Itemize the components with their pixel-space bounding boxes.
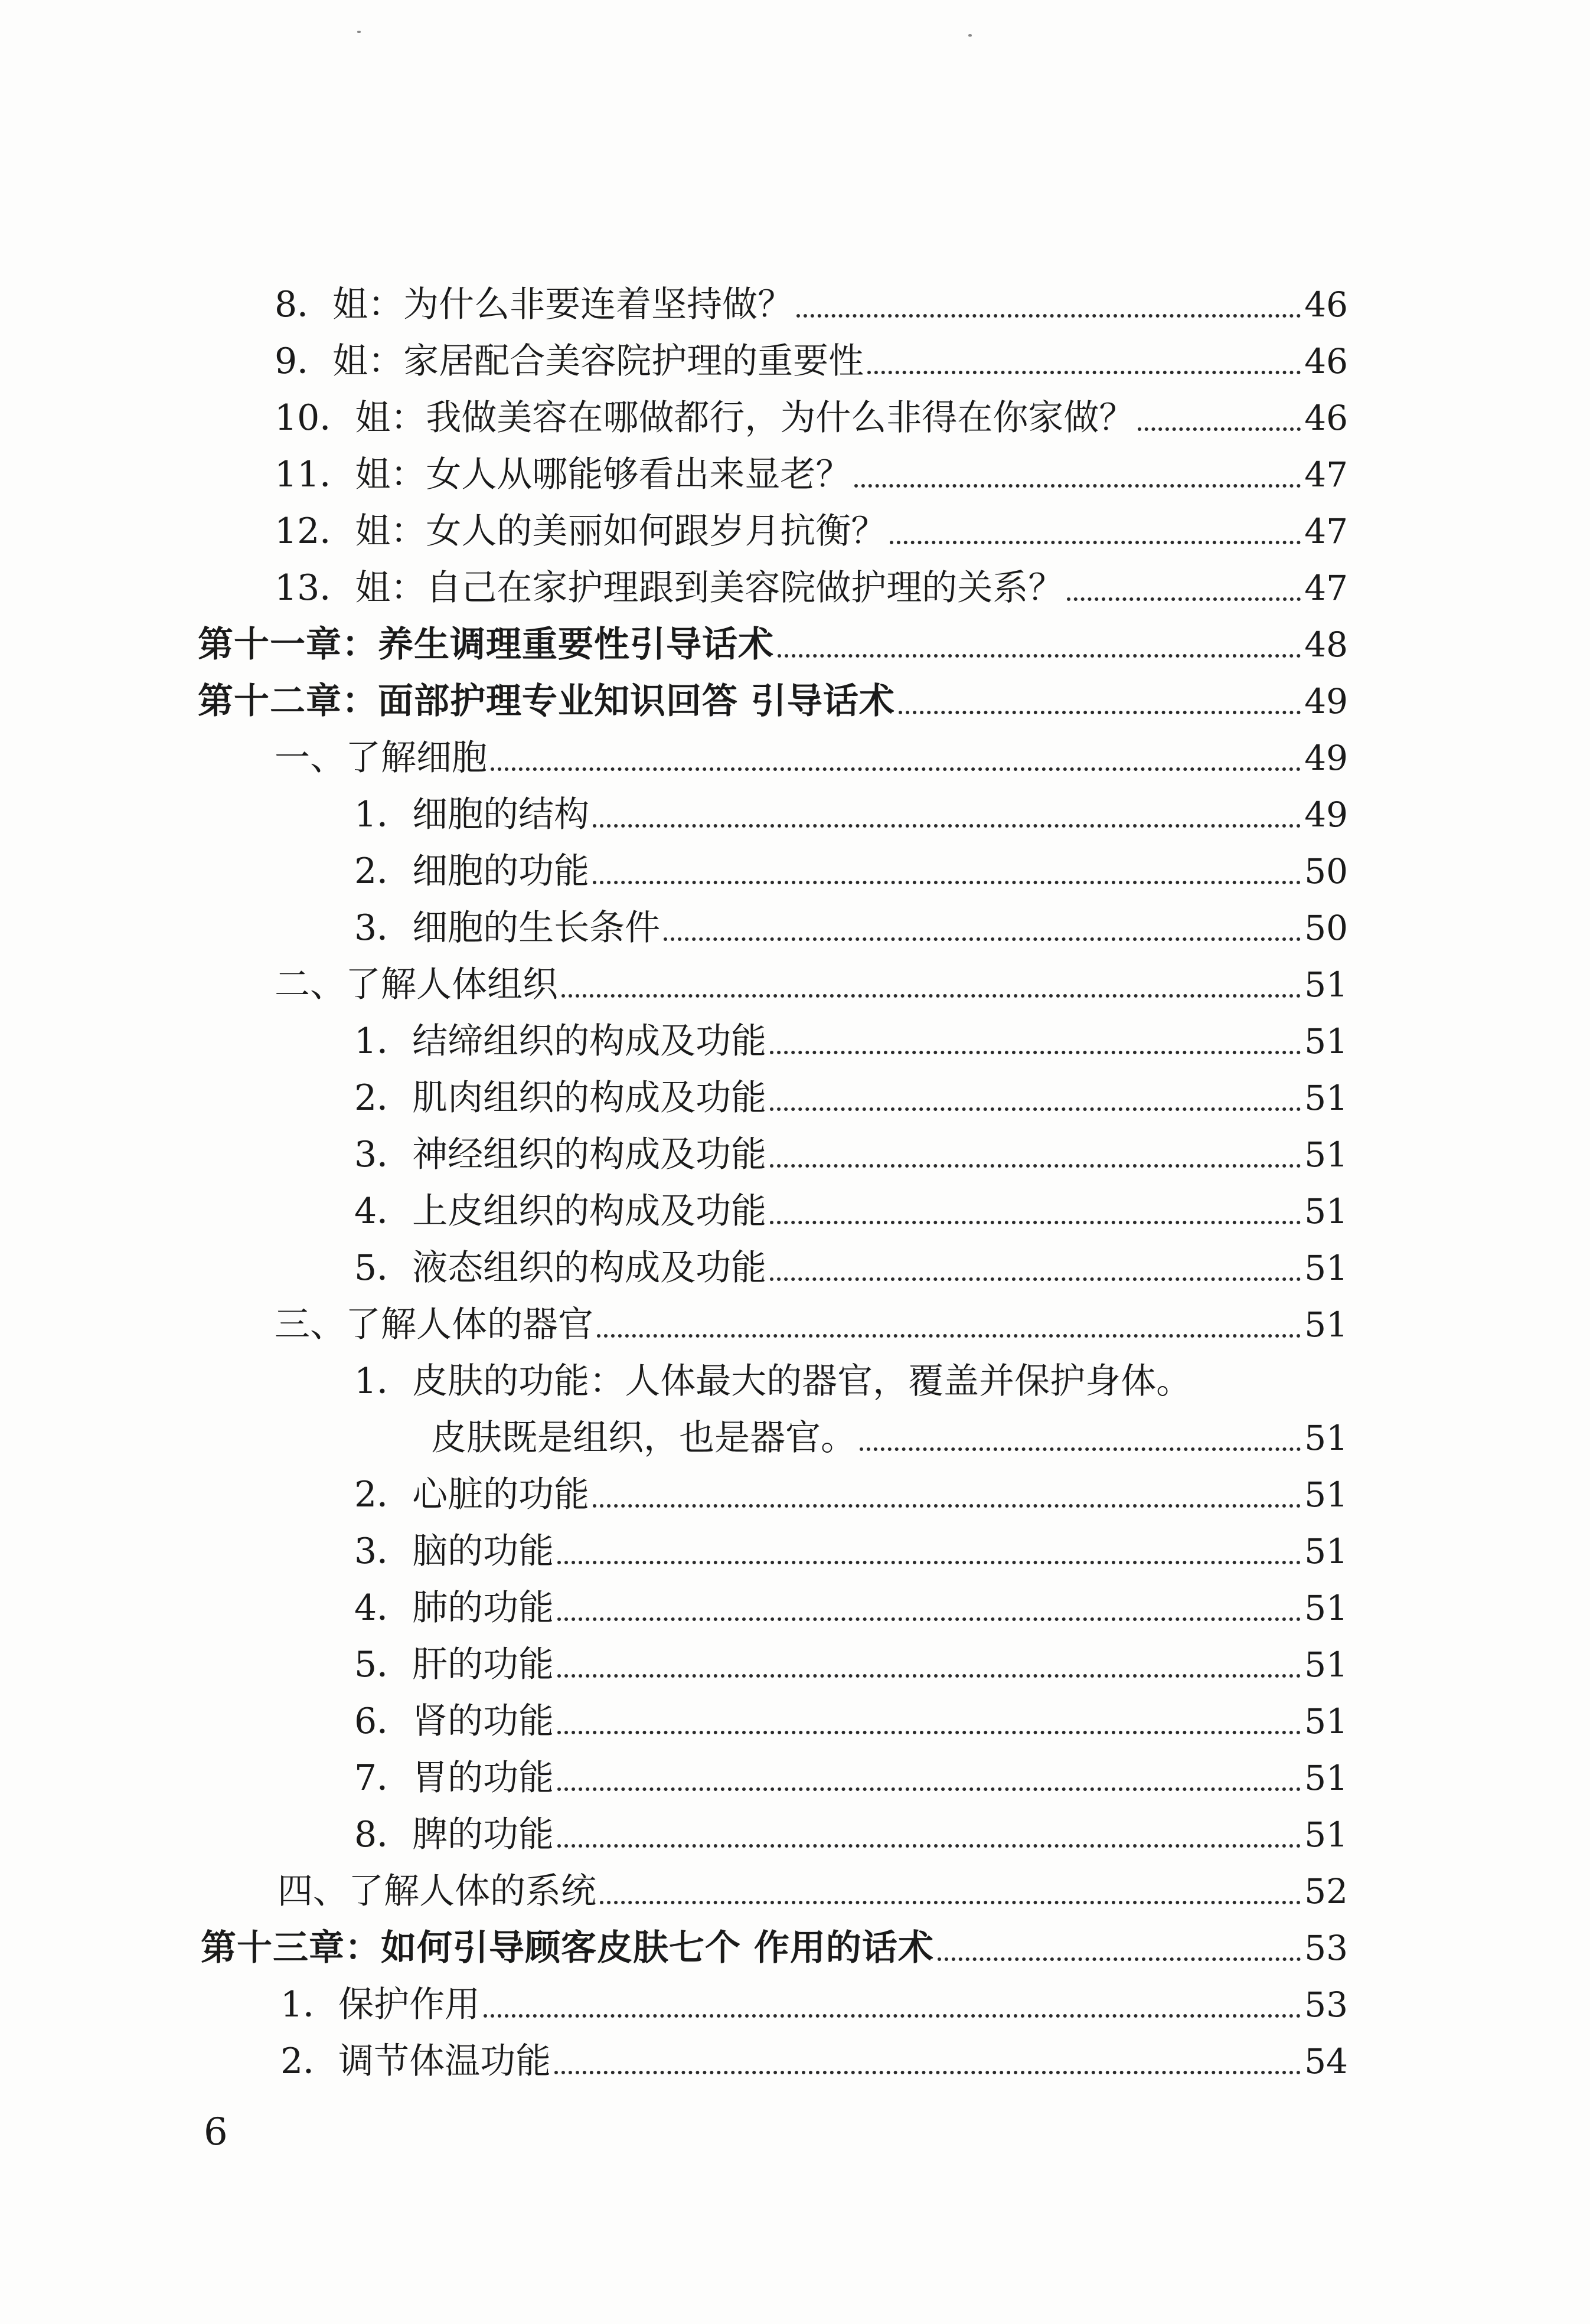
toc-chapter-title: 第十三章：如何引导顾客皮肤七个 作用的话术 — [201, 1927, 934, 1969]
toc-entry-page: 51 — [1304, 1645, 1348, 1685]
toc-entry[interactable] — [280, 1976, 1348, 2033]
toc-entry-page: 51 — [1304, 1191, 1348, 1231]
toc-entry[interactable] — [275, 560, 1348, 616]
dot-leader — [899, 673, 1301, 730]
toc-entry-page: 47 — [1304, 568, 1348, 608]
dot-leader — [484, 1976, 1301, 2033]
toc-entry-title: 1．细胞的结构 — [354, 794, 590, 835]
toc-entry[interactable] — [354, 786, 1348, 843]
toc-entry-page: 51 — [1304, 1475, 1348, 1515]
toc-entry-title: 9．姐：家居配合美容院护理的重要性 — [275, 341, 864, 382]
toc-entry-page: 51 — [1304, 1701, 1348, 1741]
toc-entry[interactable] — [354, 843, 1348, 900]
toc-entry-page: 49 — [1304, 681, 1348, 721]
scan-speck — [357, 31, 361, 33]
dot-leader — [664, 900, 1301, 956]
toc-entry[interactable] — [354, 1693, 1348, 1750]
toc-chapter-entry[interactable] — [198, 616, 1348, 673]
toc-chapter-title: 第十一章：养生调理重要性引导话术 — [198, 624, 774, 665]
dot-leader — [557, 1580, 1301, 1636]
toc-entry-title: 二、了解人体组织 — [275, 964, 558, 1005]
toc-entry-title: 7．胃的功能 — [354, 1757, 554, 1799]
dot-leader — [778, 616, 1301, 673]
toc-entry-title: 13．姐：自己在家护理跟到美容院做护理的关系？ — [275, 567, 1064, 609]
dot-leader — [938, 1920, 1301, 1976]
toc-entry[interactable] — [354, 1580, 1348, 1636]
toc-entry-page: 51 — [1304, 1418, 1348, 1458]
dot-leader — [557, 1636, 1301, 1693]
toc-entry-title: 12．姐：女人的美丽如何跟岁月抗衡？ — [275, 511, 887, 552]
toc-entry-page: 51 — [1304, 1588, 1348, 1628]
dot-leader — [593, 843, 1301, 900]
toc-entry-title: 5．肝的功能 — [354, 1644, 554, 1685]
toc-entry-page: 47 — [1304, 511, 1348, 551]
dot-leader — [561, 956, 1301, 1013]
dot-leader — [1138, 390, 1301, 446]
toc-entry-page: 51 — [1304, 1248, 1348, 1288]
toc-entry-title: 1．结缔组织的构成及功能 — [354, 1021, 767, 1062]
toc-entry-title: 3．脑的功能 — [354, 1531, 554, 1572]
toc-entry-title: 10．姐：我做美容在哪做都行，为什么非得在你家做？ — [275, 397, 1135, 439]
toc-entry[interactable] — [354, 1523, 1348, 1580]
toc-entry-page: 51 — [1304, 1531, 1348, 1571]
toc-entry-page: 46 — [1304, 398, 1348, 438]
toc-entry-title: 2．调节体温功能 — [280, 2041, 551, 2082]
toc-entry-page: 51 — [1304, 1078, 1348, 1118]
toc-entry[interactable] — [354, 1070, 1348, 1126]
toc-chapter-entry[interactable] — [198, 673, 1348, 730]
toc-entry-page: 51 — [1304, 965, 1348, 1005]
toc-entry-title: 1．保护作用 — [280, 1984, 481, 2025]
dot-leader — [770, 1240, 1301, 1296]
toc-entry-page: 50 — [1304, 851, 1348, 891]
toc-entry[interactable] — [354, 1750, 1348, 1806]
toc-entry-continuation[interactable] — [431, 1410, 1348, 1466]
toc-chapter-title: 第十二章：面部护理专业知识回答 引导话术 — [198, 681, 895, 722]
toc-entry-page: 52 — [1304, 1871, 1348, 1911]
toc-entry[interactable] — [354, 1466, 1348, 1523]
dot-leader — [557, 1693, 1301, 1750]
dot-leader — [557, 1523, 1301, 1580]
toc-entry-title: 皮肤既是组织，也是器官。 — [431, 1417, 856, 1459]
toc-entry-title: 2．细胞的功能 — [354, 851, 590, 892]
page-number: 6 — [204, 2110, 228, 2154]
dot-leader — [593, 786, 1301, 843]
dot-leader — [554, 2033, 1301, 2090]
toc-chapter-entry[interactable] — [201, 1920, 1348, 1976]
dot-leader — [593, 1466, 1301, 1523]
toc-entry-page: 53 — [1304, 1928, 1348, 1968]
toc-entry-title: 6．肾的功能 — [354, 1701, 554, 1742]
dot-leader — [600, 1863, 1301, 1920]
toc-entry[interactable] — [354, 1806, 1348, 1863]
toc-entry-page: 48 — [1304, 625, 1348, 665]
toc-entry-title: 4．上皮组织的构成及功能 — [354, 1191, 767, 1232]
toc-entry[interactable] — [354, 1013, 1348, 1070]
dot-leader — [867, 333, 1301, 390]
dot-leader — [890, 503, 1301, 560]
toc-entry-title: 1．皮肤的功能：人体最大的器官，覆盖并保护身体。 — [354, 1361, 1192, 1402]
toc-entry-page: 46 — [1304, 285, 1348, 325]
toc-section-entry[interactable] — [277, 1863, 1348, 1920]
toc-section-entry[interactable] — [275, 956, 1348, 1013]
dot-leader — [770, 1070, 1301, 1126]
toc-entry[interactable] — [354, 1126, 1348, 1183]
toc-entry[interactable] — [354, 1240, 1348, 1296]
toc-entry-page: 51 — [1304, 1135, 1348, 1175]
toc-entry-title: 3．神经组织的构成及功能 — [354, 1134, 767, 1175]
toc-entry[interactable] — [275, 446, 1348, 503]
toc-entry-page: 50 — [1304, 908, 1348, 948]
toc-entry-title: 3．细胞的生长条件 — [354, 907, 661, 949]
toc-entry-page: 46 — [1304, 341, 1348, 381]
toc-entry-title: 5．液态组织的构成及功能 — [354, 1247, 767, 1289]
scan-speck — [968, 34, 972, 37]
toc-entry[interactable] — [275, 276, 1348, 333]
toc-entry-title: 三、了解人体的器官 — [275, 1304, 593, 1345]
toc-section-entry[interactable] — [275, 1296, 1348, 1353]
dot-leader — [770, 1183, 1301, 1240]
dot-leader — [854, 446, 1301, 503]
toc-entry-page: 51 — [1304, 1815, 1348, 1855]
toc-entry[interactable] — [275, 503, 1348, 560]
toc-entry[interactable] — [280, 2033, 1348, 2090]
toc-entry-title: 四、了解人体的系统 — [277, 1871, 596, 1912]
toc-entry-page: 54 — [1304, 2041, 1348, 2081]
toc-entry-page: 51 — [1304, 1305, 1348, 1345]
toc-entry-title: 一、了解细胞 — [275, 737, 487, 779]
dot-leader — [770, 1013, 1301, 1070]
toc-entry-title: 4．肺的功能 — [354, 1587, 554, 1629]
toc-entry[interactable] — [354, 900, 1348, 956]
toc-entry-title: 8．姐：为什么非要连着坚持做？ — [275, 284, 794, 325]
dot-leader — [557, 1750, 1301, 1806]
toc-entry[interactable] — [354, 1183, 1348, 1240]
toc-entry-page: 49 — [1304, 795, 1348, 835]
toc-entry[interactable] — [275, 333, 1348, 390]
toc-entry[interactable] — [275, 390, 1348, 446]
toc-entry-first-line[interactable] — [354, 1353, 1348, 1410]
dot-leader — [770, 1126, 1301, 1183]
toc-entry-page: 47 — [1304, 455, 1348, 495]
toc-entry-page: 51 — [1304, 1758, 1348, 1798]
toc-entry-title: 2．肌肉组织的构成及功能 — [354, 1077, 767, 1119]
dot-leader — [597, 1296, 1301, 1353]
toc-entry[interactable] — [354, 1636, 1348, 1693]
toc-entry-page: 51 — [1304, 1021, 1348, 1061]
dot-leader — [1067, 560, 1301, 616]
toc-entry-title: 11．姐：女人从哪能够看出来显老？ — [275, 454, 851, 495]
toc-entry-title: 2．心脏的功能 — [354, 1474, 590, 1515]
dot-leader — [796, 276, 1301, 333]
toc-entry-page: 49 — [1304, 738, 1348, 778]
toc-section-entry[interactable] — [275, 730, 1348, 786]
dot-leader — [491, 730, 1301, 786]
toc-entry-title: 8．脾的功能 — [354, 1814, 554, 1855]
toc-entry-page: 53 — [1304, 1985, 1348, 2025]
dot-leader — [860, 1410, 1301, 1466]
dot-leader — [557, 1806, 1301, 1863]
